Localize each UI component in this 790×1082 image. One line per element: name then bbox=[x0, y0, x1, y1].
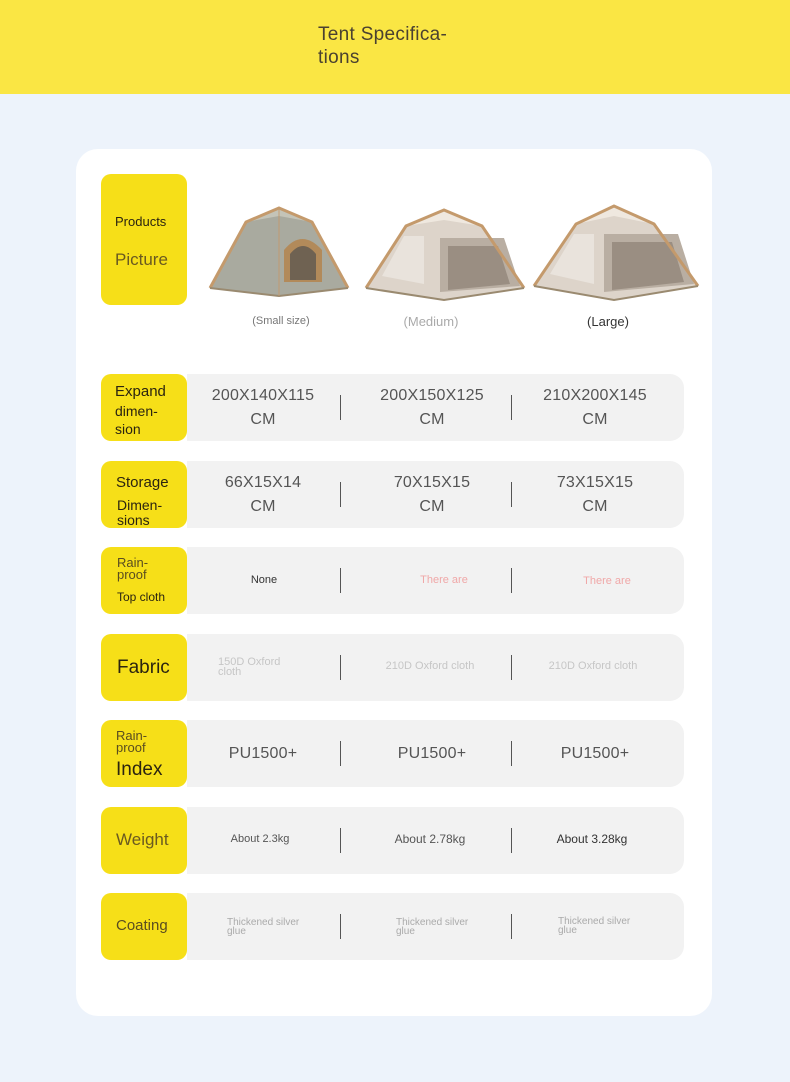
weight-label bbox=[101, 807, 187, 874]
label-line: Products bbox=[115, 214, 167, 229]
weight-small-value: About 2.3kg bbox=[230, 833, 290, 845]
tent-large-image bbox=[532, 204, 700, 302]
label-line: sions bbox=[117, 512, 150, 528]
page-title: Tent Specifica- tions bbox=[318, 24, 448, 68]
rainproof-top-large-value: There are bbox=[583, 575, 631, 587]
fabric-label bbox=[101, 634, 187, 701]
label-line: Coating bbox=[116, 917, 168, 934]
weight-large-value: About 3.28kg bbox=[556, 832, 628, 846]
rainproof-top-small-value: None bbox=[250, 574, 278, 586]
expand-small-value: 200X140X115 CM bbox=[211, 387, 315, 428]
caption-medium: (Medium) bbox=[403, 314, 459, 329]
expand-dimension-label bbox=[101, 374, 187, 441]
weight-medium-value: About 2.78kg bbox=[394, 832, 466, 846]
coating-large-value: Thickened silver glue bbox=[558, 916, 631, 936]
caption-small: (Small size) bbox=[252, 315, 310, 327]
storage-dimensions-label bbox=[101, 461, 187, 528]
column-separator bbox=[340, 395, 341, 420]
column-separator bbox=[340, 655, 341, 680]
rainproof-index-large-value: PU1500+ bbox=[560, 745, 630, 762]
column-separator bbox=[511, 482, 512, 507]
label-line: Dimen- bbox=[117, 497, 163, 513]
rainproof-index-small-value: PU1500+ bbox=[228, 745, 298, 762]
column-separator bbox=[511, 568, 512, 593]
expand-large-value: 210X200X145 CM bbox=[543, 387, 647, 428]
label-line: Weight bbox=[116, 830, 169, 849]
tent-medium-image bbox=[364, 206, 526, 302]
label-line: proof bbox=[117, 567, 147, 582]
header-banner bbox=[0, 0, 790, 94]
column-separator bbox=[340, 741, 341, 766]
column-separator bbox=[340, 914, 341, 939]
rainproof-top-medium-value: There are bbox=[420, 574, 468, 586]
label-line: Rain- bbox=[116, 728, 148, 743]
fabric-large-value: 210D Oxford cloth bbox=[548, 660, 638, 672]
column-separator bbox=[511, 395, 512, 420]
coating-label bbox=[101, 893, 187, 960]
column-separator bbox=[511, 914, 512, 939]
tent-small-image bbox=[206, 204, 352, 300]
column-separator bbox=[340, 568, 341, 593]
label-line: proof bbox=[116, 740, 146, 755]
label-line: Index bbox=[116, 759, 163, 780]
label-line: dimen- bbox=[115, 403, 158, 419]
label-line: Storage bbox=[116, 474, 169, 491]
column-separator bbox=[340, 482, 341, 507]
fabric-small-value: 150D Oxford cloth bbox=[218, 656, 281, 678]
coating-medium-value: Thickened silver glue bbox=[396, 917, 469, 937]
label-line: Picture bbox=[115, 250, 168, 269]
label-line: Fabric bbox=[117, 657, 170, 678]
storage-large-value: 73X15X15 CM bbox=[556, 474, 634, 515]
column-separator bbox=[511, 741, 512, 766]
column-separator bbox=[511, 828, 512, 853]
fabric-medium-value: 210D Oxford cloth bbox=[385, 660, 475, 672]
caption-large: (Large) bbox=[587, 314, 629, 329]
column-separator bbox=[511, 655, 512, 680]
coating-small-value: Thickened silver glue bbox=[227, 917, 300, 937]
storage-medium-value: 70X15X15 CM bbox=[393, 474, 471, 515]
label-line: Top cloth bbox=[117, 590, 166, 604]
column-separator bbox=[340, 828, 341, 853]
rainproof-top-cloth-label bbox=[101, 547, 187, 614]
rainproof-index-label bbox=[101, 720, 187, 787]
label-line: sion bbox=[115, 421, 141, 437]
label-line: Expand bbox=[115, 383, 166, 400]
products-picture-label bbox=[101, 174, 187, 305]
storage-small-value: 66X15X14 CM bbox=[224, 474, 302, 515]
label-line: Rain- bbox=[117, 555, 149, 570]
rainproof-index-medium-value: PU1500+ bbox=[397, 745, 467, 762]
expand-medium-value: 200X150X125 CM bbox=[380, 387, 484, 428]
